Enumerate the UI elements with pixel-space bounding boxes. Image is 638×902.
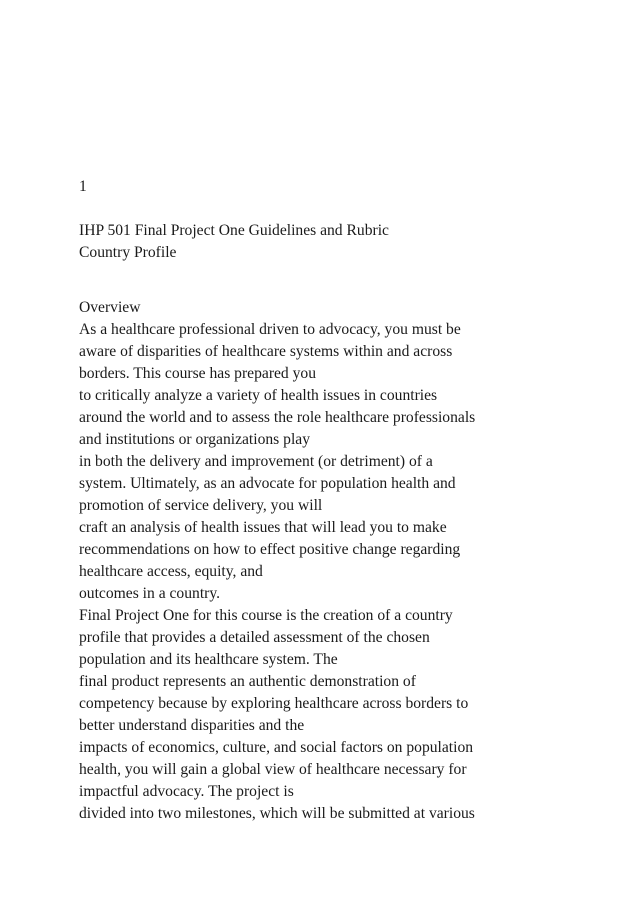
paragraph-line: divided into two milestones, which will be submitted at various xyxy=(79,805,475,822)
paragraph-line: competency because by exploring healthcare across borders to xyxy=(79,695,469,712)
overview-section xyxy=(79,297,624,605)
overview-line: around the world and to assess the role healthcare professionals xyxy=(79,409,476,426)
overview-line: borders. This course has prepared you xyxy=(79,365,317,382)
document-subtitle: Country Profile xyxy=(79,244,177,261)
final-project-paragraph xyxy=(79,605,624,825)
paragraph-line: Final Project One for this course is the creation of a country xyxy=(79,607,453,624)
overview-line: and institutions or organizations play xyxy=(79,431,310,448)
overview-line: in both the delivery and improvement (or detriment) of a xyxy=(79,453,433,470)
overview-line: promotion of service delivery, you will xyxy=(79,497,323,514)
overview-line: system. Ultimately, as an advocate for population health and xyxy=(79,475,456,492)
paragraph-line: profile that provides a detailed assessment of the chosen xyxy=(79,629,430,646)
overview-heading: Overview xyxy=(79,299,141,316)
overview-line: aware of disparities of healthcare systems within and across xyxy=(79,343,453,360)
paragraph-line: impactful advocacy. The project is xyxy=(79,783,294,800)
document-header xyxy=(79,220,624,264)
document-title: IHP 501 Final Project One Guidelines and Rubric xyxy=(79,222,389,239)
page-number-text: 1 xyxy=(79,178,87,195)
overview-line: recommendations on how to effect positive change regarding xyxy=(79,541,461,558)
paragraph-line: population and its healthcare system. The xyxy=(79,651,338,668)
page-number xyxy=(79,176,624,198)
overview-line: healthcare access, equity, and xyxy=(79,563,263,580)
paragraph-line: impacts of economics, culture, and social factors on population xyxy=(79,739,474,756)
overview-line: As a healthcare professional driven to advocacy, you must be xyxy=(79,321,461,338)
overview-line: to critically analyze a variety of health issues in countries xyxy=(79,387,438,404)
paragraph-line: health, you will gain a global view of healthcare necessary for xyxy=(79,761,467,778)
paragraph-line: final product represents an authentic demonstration of xyxy=(79,673,416,690)
overview-line: outcomes in a country. xyxy=(79,585,221,602)
paragraph-line: better understand disparities and the xyxy=(79,717,305,734)
overview-line: craft an analysis of health issues that will lead you to make xyxy=(79,519,447,536)
